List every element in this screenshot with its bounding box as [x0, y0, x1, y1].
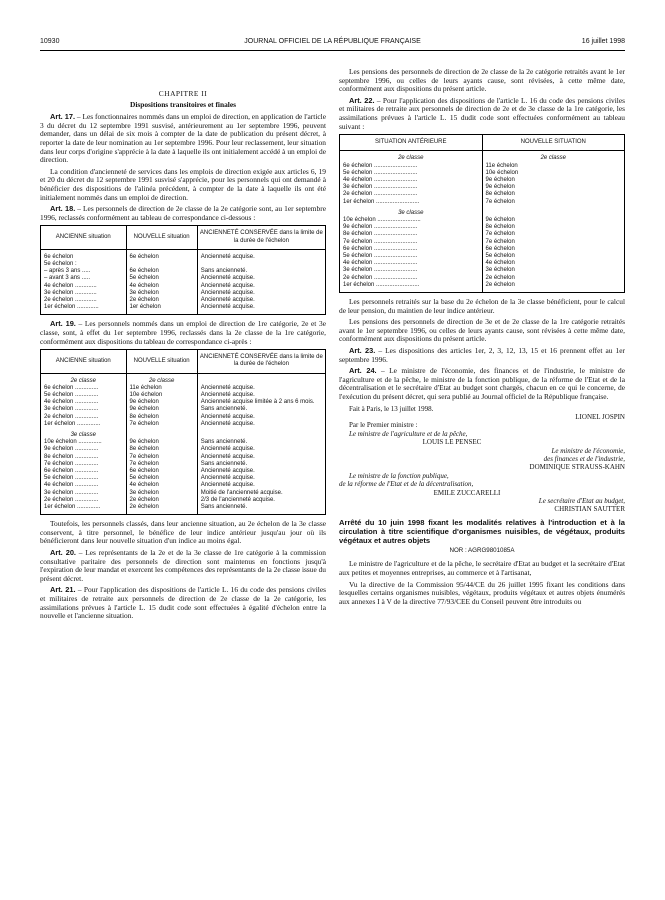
paragraph-retraites: Les personnels retraités sur la base du 2e échelon de la 3e classe bénéficient, pour le calcul de leur pension, du maintien de leur indice antérieur. [339, 297, 625, 315]
table-cell: 10e échelon .......................... [340, 217, 483, 224]
table-row [41, 421, 326, 428]
table-row [340, 282, 625, 293]
table-cell: 11e échelon [126, 385, 197, 392]
column-header: SITUATION ANTÉRIEURE [340, 135, 483, 151]
signatory: CHRISTIAN SAUTTER [554, 505, 625, 514]
signature-block [339, 405, 625, 514]
table-cell: 6e échelon [126, 268, 197, 275]
class-label: 2e classe [126, 373, 197, 385]
article-20 [40, 549, 326, 583]
table-cell: 2e échelon .......................... [340, 275, 483, 282]
table-cell: 9e échelon [126, 399, 197, 406]
table-cell: 1er échelon .............. [41, 504, 127, 515]
table-cell: Ancienneté acquise. [197, 283, 325, 290]
publication-date: 16 juillet 1998 [581, 38, 625, 45]
table-cell: Sans ancienneté. [197, 439, 325, 446]
table-cell: Ancienneté acquise. [197, 297, 325, 304]
table-cell: 5e échelon .............. [41, 475, 127, 482]
article-label: Art. 22. [349, 95, 375, 105]
table-cell: 2e échelon ............. [41, 297, 127, 304]
table-cell: – avant 3 ans ..... [41, 275, 127, 282]
table-cell: 9e échelon [482, 217, 625, 224]
table-cell: 8e échelon [126, 446, 197, 453]
table-cell: 4e échelon .............. [41, 482, 127, 489]
table-cell: 5e échelon : [41, 261, 127, 268]
article-text: – Pour l'application des dispositions de l'article L. 16 du code des pensions civiles et militaires de retraite aux personnels de direction de 2e et de 3e classe de la 1re catégorie, les assimilations prévues à l'article L. 15 dudit code sont effectuées conformément au tableau suivant : [339, 95, 625, 131]
table-row [41, 297, 326, 304]
class-label: 3e classe [340, 206, 483, 217]
table-cell: Ancienneté acquise. [197, 304, 325, 315]
table-cell: 4e échelon .......................... [340, 260, 483, 267]
table-row [41, 290, 326, 297]
minister-title: de la réforme de l'Etat et de la décentralisation, [339, 480, 474, 489]
class-label: 2e classe [482, 151, 625, 163]
journal-title: JOURNAL OFFICIEL DE LA RÉPUBLIQUE FRANÇAISE [244, 38, 421, 45]
table-cell: 9e échelon [126, 406, 197, 413]
table-cell: 4e échelon [126, 283, 197, 290]
table-row [340, 253, 625, 260]
table-cell: 6e échelon [482, 246, 625, 253]
table-cell: Ancienneté acquise. [197, 421, 325, 428]
table-cell: Ancienneté acquise. [197, 392, 325, 399]
article-text: – Les personnels de direction de 2e classe de la 2e catégorie sont, au 1er septembre 1996, reclassés conformément au tableau de correspondance ci-dessous : [40, 204, 326, 222]
paragraph-pensions: Les pensions des personnels de direction de 2e classe de la 2e catégorie retraités avant le 1er septembre 1996, ou celles de leurs ayants cause, sont révisées, à cette même date, conformément aux dispositions du présent article. [339, 67, 625, 94]
article-label: Art. 17. [50, 112, 76, 122]
table-cell: 9e échelon [482, 184, 625, 191]
table-cell: 8e échelon [482, 191, 625, 198]
table-cell: 8e échelon [126, 414, 197, 421]
table-cell: 5e échelon .......................... [340, 170, 483, 177]
table-cell: Ancienneté acquise. [197, 385, 325, 392]
table-cell: 4e échelon [126, 482, 197, 489]
table-body [41, 249, 326, 315]
table-cell: – après 3 ans ..... [41, 268, 127, 275]
nor-reference: NOR : AGRG9801085A [449, 546, 515, 554]
table-cell: 7e échelon [126, 421, 197, 428]
table-cell: 4e échelon .......................... [340, 177, 483, 184]
column-header: ANCIENNE situation [41, 226, 127, 249]
table-cell: Ancienneté acquise. [197, 275, 325, 282]
table-row [41, 283, 326, 290]
table-cell: 5e échelon [126, 275, 197, 282]
class-label: 2e classe [340, 151, 483, 163]
table-cell: 3e échelon .............. [41, 406, 127, 413]
table-cell: 2e échelon .......................... [340, 191, 483, 198]
table-cell: 7e échelon [482, 239, 625, 246]
table-cell: 10e échelon [126, 392, 197, 399]
table-row [41, 468, 326, 475]
table-cell: 2e échelon [126, 497, 197, 504]
table-row [340, 170, 625, 177]
table-cell: 4e échelon [482, 260, 625, 267]
table-row [340, 163, 625, 170]
chapter-heading: CHAPITRE II [158, 89, 208, 98]
table-cell: 3e échelon ............. [41, 290, 127, 297]
article-text: – Les dispositions des articles 1er, 2, 3, 12, 13, 15 et 16 prennent effet au 1er septembre 1996. [339, 345, 625, 364]
table-row [340, 191, 625, 198]
table-row [340, 260, 625, 267]
article-23 [339, 347, 625, 364]
table-cell: 3e échelon [126, 290, 197, 297]
paragraph-arrete-ministres: Le ministre de l'agriculture et de la pêche, le secrétaire d'Etat au budget et la secrétaire d'Etat aux petites et moyennes entreprises, au commerce et à l'artisanat, [339, 559, 625, 578]
article-24 [339, 367, 625, 401]
table-cell: Sans ancienneté. [197, 406, 325, 413]
table-cell: 5e échelon .......................... [340, 253, 483, 260]
table-cell: 2e échelon [482, 275, 625, 282]
table-cell: 3e échelon .............. [41, 490, 127, 497]
table-cell: 10e échelon [482, 170, 625, 177]
table-cell: 7e échelon [482, 199, 625, 206]
article-21 [40, 586, 326, 620]
table-row [41, 399, 326, 406]
class-label: 3e classe [41, 428, 127, 439]
article-label: Art. 20. [50, 547, 76, 557]
table-row [340, 231, 625, 238]
table-cell: 7e échelon [482, 231, 625, 238]
table-row [340, 275, 625, 282]
article-label: Art. 24. [349, 366, 377, 376]
table-cell: 5e échelon [482, 253, 625, 260]
column-header: NOUVELLE situation [126, 350, 197, 373]
table-cell: 10e échelon .............. [41, 439, 127, 446]
table-cell: 9e échelon [126, 439, 197, 446]
article-label: Art. 19. [50, 319, 76, 329]
table-cell: 2/3 de l'ancienneté acquise. [197, 497, 325, 504]
table-row [41, 446, 326, 453]
table-row [340, 199, 625, 206]
table-cell: 2e échelon [482, 282, 625, 293]
table-cell: Sans ancienneté. [197, 268, 325, 275]
table-cell: 8e échelon .......................... [340, 231, 483, 238]
signatory-prime-minister: LIONEL JOSPIN [575, 412, 625, 421]
column-header: ANCIENNETÉ CONSERVÉE dans la limite de la durée de l'échelon [197, 350, 325, 373]
table-row [340, 267, 625, 274]
table-row [340, 217, 625, 224]
table-cell: Ancienneté acquise. [197, 446, 325, 453]
table-row [41, 461, 326, 468]
table-cell: 8e échelon .............. [41, 454, 127, 461]
page-number: 10930 [40, 38, 60, 45]
table-row [41, 392, 326, 399]
signatory: LOUIS LE PENSEC [422, 438, 482, 447]
column-header: NOUVELLE SITUATION [482, 135, 625, 151]
table-cell: 6e échelon .............. [41, 385, 127, 392]
paragraph-toutefois: Toutefois, les personnels classés, dans leur ancienne situation, au 2e échelon de la 3e classe conservent, à titre personnel, le bénéfice de leur indice antérieur jusqu'au jour où ils bénéficieront dans leur nouvelle situation d'un indice au moins égal. [40, 519, 326, 546]
table-cell: 2e échelon [126, 297, 197, 304]
table-cell: 1er échelon .......................... [340, 199, 483, 206]
table-row [41, 261, 326, 268]
table-cell: Moitié de l'ancienneté acquise. [197, 490, 325, 497]
table-article-22 [339, 134, 625, 293]
article-label: Art. 21. [50, 585, 76, 595]
arrete-title: Arrêté du 10 juin 1998 fixant les modalités relatives à l'introduction et à la circulation à titre scientifique d'organismes nuisibles, de végétaux, produits végétaux et autres objets [339, 517, 625, 545]
table-cell: 6e échelon [41, 249, 127, 261]
table-row [340, 246, 625, 253]
right-column [339, 68, 625, 609]
table-cell: 9e échelon .............. [41, 446, 127, 453]
minister-title: Le ministre de l'économie, [551, 446, 625, 455]
table-cell: Sans ancienneté. [197, 461, 325, 468]
table-row [340, 206, 625, 217]
table-row [340, 239, 625, 246]
column-header: NOUVELLE situation [126, 226, 197, 249]
table-row [41, 454, 326, 461]
table-cell: 3e échelon .......................... [340, 267, 483, 274]
table-cell: Sans ancienneté. [197, 504, 325, 515]
table-cell: 9e échelon [482, 177, 625, 184]
table-row [41, 504, 326, 515]
table-cell: 6e échelon .............. [41, 468, 127, 475]
table-row [41, 414, 326, 421]
table-row [340, 184, 625, 191]
table-cell: 3e échelon .......................... [340, 184, 483, 191]
article-text: – Le ministre de l'économie, des finances et de l'industrie, le ministre de l'agriculture et de la pêche, le ministre de la fonction publique, de la réforme de l'Etat et de la décentralisation et le secrétaire d'Etat au budget sont chargés, chacun en ce qui le concerne, de l'exécution du présent décret, qui sera publié au Journal officiel de la République française. [339, 366, 625, 401]
table-cell: 1er échelon ............. [41, 304, 127, 315]
class-label: 2e classe [41, 373, 127, 385]
table-cell: 3e échelon [482, 267, 625, 274]
article-17-paragraph-2: La condition d'ancienneté de services dans les emplois de direction exigée aux articles 6, 19 et 20 du décret du 12 septembre 1991 susvisé s'apprécie, pour les personnels qui ont demandé à bénéficier des dispositions de l'alinéa précédent, à compter de la date à laquelle ils ont été initialement nommés dans un emploi de direction. [40, 166, 326, 202]
header-rule [40, 50, 625, 51]
table-row [340, 177, 625, 184]
table-cell: 5e échelon [126, 475, 197, 482]
table-cell: Ancienneté acquise. [197, 414, 325, 421]
signatory: EMILE ZUCCARELLI [433, 488, 501, 497]
table-row [41, 490, 326, 497]
table-cell: Ancienneté acquise. [197, 468, 325, 475]
table-cell: 4e échelon .............. [41, 399, 127, 406]
article-label: Art. 18. [50, 204, 76, 214]
table-cell: 7e échelon [126, 461, 197, 468]
table-cell: 1er échelon .......................... [340, 282, 483, 293]
table-cell: Ancienneté acquise limitée à 2 ans 6 mois. [197, 399, 325, 406]
table-cell: 1er échelon [126, 304, 197, 315]
table-cell: 7e échelon .......................... [340, 239, 483, 246]
column-header: ANCIENNETÉ CONSERVÉE dans la limite de la durée de l'échelon [197, 226, 325, 249]
minister-title: Le ministre de la fonction publique, [349, 471, 449, 480]
table-row [41, 268, 326, 275]
table-cell: Ancienneté acquise. [197, 475, 325, 482]
signatory: DOMINIQUE STRAUSS-KAHN [529, 463, 625, 472]
table-cell: 6e échelon .......................... [340, 163, 483, 170]
par-le-premier-ministre: Par le Premier ministre : [349, 421, 418, 430]
article-18 [40, 205, 326, 222]
table-row [41, 482, 326, 489]
table-cell: 7e échelon .............. [41, 461, 127, 468]
article-22 [339, 97, 625, 131]
table-cell: 9e échelon .......................... [340, 224, 483, 231]
article-text: – Pour l'application des dispositions de l'article L. 16 du code des pensions civiles et militaires de retraite aux personnels de direction de 2e classe de la 2e catégorie, les assimilations prévues à l'article L. 15 dudit code sont effectuées à égalité d'échelon entre la nouvelle et l'ancienne situation. [40, 585, 326, 621]
secretary-title: Le secrétaire d'Etat au budget, [538, 497, 625, 506]
left-column [40, 68, 326, 624]
table-row [41, 385, 326, 392]
table-cell: 11e échelon [482, 163, 625, 170]
table-cell: 2e échelon .............. [41, 414, 127, 421]
table-row [41, 304, 326, 315]
table-row [41, 497, 326, 504]
article-text: – Les fonctionnaires nommés dans un emploi de direction, en application de l'article 3 du décret du 12 septembre 1991 susvisé, antérieurement au 1er septembre 1996, peuvent demander, dans un délai de six mois à compter de la date de publication du présent décret, à reporter la date de leur nomination au 1er septembre 1996. Pour leur reclassement, leur situation dans leur corps d'origine s'apprécie à la date à laquelle ils ont initialement accédé à un emploi de direction. [40, 112, 326, 165]
table-cell: 2e échelon [126, 504, 197, 515]
table-cell [126, 261, 197, 268]
column-header: ANCIENNE situation [41, 350, 127, 373]
paragraph-vu-directive: Vu la directive de la Commission 95/44/CE du 26 juillet 1995 fixant les conditions dans lesquelles certains organismes nuisibles, végétaux, produits végétaux et autres objets énumérés aux annexes I à V de la directive 77/93/CEE du Conseil peuvent être introduits ou [339, 579, 625, 606]
table-row [41, 475, 326, 482]
article-text: – Les personnels nommés dans un emploi de direction de 1re catégorie, 2e et 3e classe, sont, à effet du 1er septembre 1996, reclassés dans la 2e classe de la 1re catégorie, conformément aux dispositions du tableau de correspondance ci-après : [40, 319, 326, 346]
table-cell: Ancienneté acquise. [197, 290, 325, 297]
table-row [41, 275, 326, 282]
table-cell: 6e échelon [126, 468, 197, 475]
article-17 [40, 113, 326, 165]
paragraph-pensions-2: Les pensions des personnels de direction de 3e et de 2e classe de la 1re catégorie retraités avant le 1er septembre 1996, ou celles de leurs ayants cause, sont révisées à cette même date, conformément aux dispositions du présent article. [339, 317, 625, 344]
table-cell: 7e échelon [126, 454, 197, 461]
article-19 [40, 320, 326, 346]
table-cell: 2e échelon .............. [41, 497, 127, 504]
table-row [340, 224, 625, 231]
section-heading: Dispositions transitoires et finales [129, 99, 236, 109]
table-cell: Ancienneté acquise. [197, 249, 325, 261]
table-cell: 6e échelon .......................... [340, 246, 483, 253]
table-row [41, 406, 326, 413]
table-row [41, 249, 326, 261]
table-cell: 6e échelon [126, 249, 197, 261]
table-cell: 4e échelon ............. [41, 283, 127, 290]
article-text: – Les représentants de la 2e et de la 3e classe de 1re catégorie à la commission consultative paritaire des personnels de direction sont maintenus en fonctions jusqu'à l'expiration de leur mandat et exercent les compétences des représentants de la 2e classe issue du présent décret. [40, 547, 326, 583]
table-cell: Ancienneté acquise. [197, 482, 325, 489]
table-cell: 8e échelon [482, 224, 625, 231]
table-article-19 [40, 349, 326, 515]
table-cell: 1er échelon .............. [41, 421, 127, 428]
minister-title: Le ministre de l'agriculture et de la pêche, [349, 429, 468, 438]
article-label: Art. 23. [349, 345, 376, 355]
minister-title: des finances et de l'industrie, [543, 454, 625, 463]
table-cell [197, 261, 325, 268]
fait-a-paris: Fait à Paris, le 13 juillet 1998. [349, 404, 434, 413]
table-cell: Ancienneté acquise. [197, 454, 325, 461]
table-body [340, 151, 625, 293]
table-cell: 5e échelon .............. [41, 392, 127, 399]
table-article-18 [40, 225, 326, 315]
table-cell: 3e échelon [126, 490, 197, 497]
